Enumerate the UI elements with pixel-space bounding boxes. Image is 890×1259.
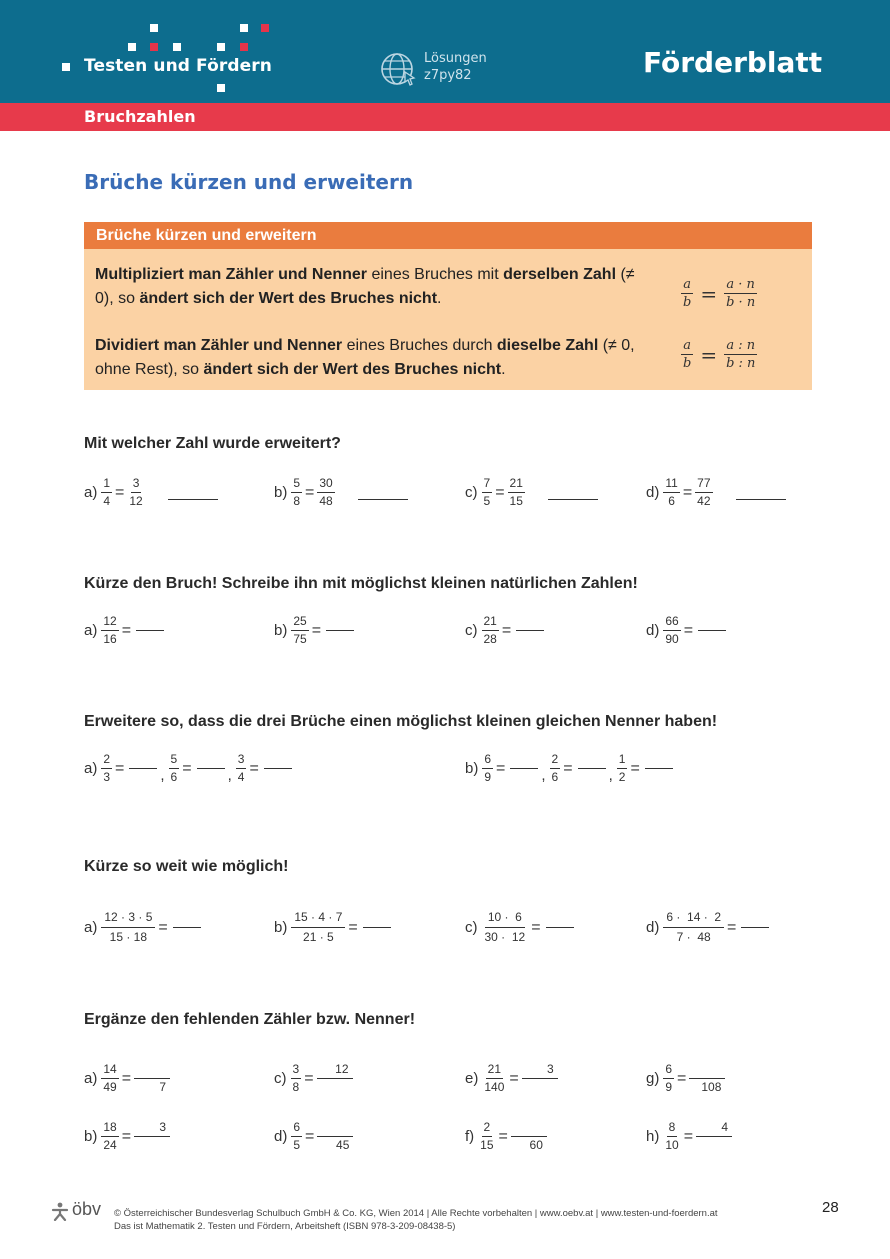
answer-denominator[interactable]: [134, 1137, 170, 1153]
answer-blank[interactable]: [741, 927, 769, 928]
fraction: [291, 910, 345, 945]
denominator: 7 · 48: [676, 930, 711, 944]
fraction: [169, 752, 180, 785]
answer-blank[interactable]: [516, 630, 544, 631]
equals-sign: =: [305, 1127, 315, 1145]
answer-blank[interactable]: [264, 768, 292, 769]
publisher-logo-text: öbv: [72, 1199, 102, 1219]
formula-divide: $\frac{a}{b}$ = $\frac{a : n}{b : n}$: [683, 338, 756, 371]
given-denominator: 45: [336, 1138, 350, 1152]
exercise-item: [84, 752, 292, 785]
answer-fraction[interactable]: [134, 1120, 170, 1153]
denominator: 90: [665, 632, 679, 646]
answer-fraction[interactable]: [317, 1120, 353, 1153]
item-label: b): [84, 1128, 98, 1145]
answer-fraction[interactable]: [317, 1062, 353, 1095]
equals-sign: =: [683, 621, 694, 639]
footer-isbn: Das ist Mathematik 2. Testen und Fördern, Arbeitsheft (ISBN 978-3-209-08438-5): [114, 1221, 456, 1232]
logo-square: [261, 24, 269, 32]
numerator: 30: [317, 476, 334, 493]
item-label: a): [84, 484, 98, 501]
exercise-item: [465, 1120, 548, 1153]
equals-sign: =: [630, 759, 640, 777]
numerator: 12: [101, 614, 118, 631]
answer-denominator[interactable]: [134, 1079, 170, 1095]
denominator: 2: [618, 770, 626, 784]
denominator: 49: [103, 1080, 117, 1094]
logo-square: [240, 24, 248, 32]
logo-square: [128, 43, 136, 51]
fraction: [291, 476, 302, 509]
exercise-item: [274, 614, 354, 647]
answer-numerator[interactable]: [522, 1062, 558, 1079]
numerator: 3: [236, 752, 247, 769]
numerator: 15 · 4 · 7: [291, 910, 345, 928]
page-number: 28: [822, 1199, 839, 1216]
denominator: 30 · 12: [484, 930, 526, 944]
answer-blank[interactable]: [736, 499, 786, 500]
fraction: [101, 476, 112, 509]
item-label: c): [465, 484, 478, 501]
answer-numerator[interactable]: [317, 1062, 353, 1079]
given-numerator: 12: [335, 1062, 349, 1076]
fraction: [482, 910, 529, 945]
logo-square: [62, 63, 70, 71]
denominator: 48: [319, 494, 333, 508]
answer-blank[interactable]: [197, 768, 225, 769]
rule-divide: Dividiert man Zähler und Nenner eines Bruches durch dieselbe Zahl (≠ 0, ohne Rest), so ändert sich der Wert des Bruches nicht.: [95, 337, 635, 378]
numerator: 8: [667, 1120, 678, 1137]
fraction: [482, 1062, 506, 1095]
numerator: 2: [101, 752, 112, 769]
numerator: 3: [291, 1062, 302, 1079]
fraction: [663, 910, 724, 945]
denominator: 15: [509, 494, 523, 508]
equals-sign: =: [115, 483, 125, 501]
exercise-item: [84, 910, 201, 945]
item-label: c): [465, 919, 478, 936]
fraction: [101, 1120, 118, 1153]
answer-numerator[interactable]: [134, 1062, 170, 1079]
numerator: 18: [101, 1120, 118, 1137]
answer-blank[interactable]: [129, 768, 157, 769]
logo-square: [217, 43, 225, 51]
numerator: 12 · 3 · 5: [101, 910, 155, 928]
fraction: [101, 752, 112, 785]
comma-separator: ,: [160, 767, 165, 784]
item-label: d): [646, 622, 660, 639]
item-label: a): [84, 1070, 98, 1087]
document-type: Förderblatt: [643, 46, 823, 79]
denominator: 15 · 18: [109, 930, 148, 944]
equals-sign: =: [121, 1127, 132, 1145]
denominator: 42: [697, 494, 711, 508]
equals-sign: =: [182, 759, 192, 777]
denominator: 3: [103, 770, 111, 784]
denominator: 15: [480, 1138, 494, 1152]
denominator: 5: [483, 494, 491, 508]
fraction: [101, 910, 155, 945]
fraction: [291, 614, 308, 647]
denominator: 6: [551, 770, 559, 784]
item-label: d): [646, 484, 660, 501]
page-title: Brüche kürzen und erweitern: [84, 170, 414, 194]
answer-blank[interactable]: [578, 768, 606, 769]
given-numerator: 3: [547, 1062, 554, 1076]
numerator: 14: [101, 1062, 118, 1079]
comma-separator: ,: [227, 767, 232, 784]
given-denominator: 60: [529, 1138, 543, 1152]
given-denominator: 108: [701, 1080, 722, 1094]
fraction: [482, 752, 493, 785]
globe-icon[interactable]: [380, 51, 416, 87]
denominator: 6: [668, 494, 675, 508]
answer-numerator[interactable]: [696, 1120, 732, 1137]
numerator: 6: [482, 752, 493, 769]
equals-sign: =: [727, 918, 737, 936]
answer-blank[interactable]: [645, 768, 673, 769]
numerator: 1: [101, 476, 112, 493]
solutions-code[interactable]: z7py82: [424, 68, 472, 83]
answer-blank[interactable]: [548, 499, 598, 500]
solutions-label[interactable]: Lösungen: [424, 51, 487, 66]
denominator: 9: [484, 770, 492, 784]
question-heading: Mit welcher Zahl wurde erweitert?: [84, 435, 341, 452]
equals-sign: =: [249, 759, 259, 777]
fraction: [482, 476, 493, 509]
numerator: 6: [663, 1062, 674, 1079]
denominator: 4: [103, 494, 111, 508]
answer-numerator[interactable]: [689, 1062, 725, 1079]
question-heading: Ergänze den fehlenden Zähler bzw. Nenner!: [84, 1011, 416, 1028]
numerator: 21: [508, 476, 525, 493]
fraction: [101, 1062, 118, 1095]
item-label: d): [274, 1128, 288, 1145]
numerator: 2: [482, 1120, 493, 1137]
numerator: 6 · 14 · 2: [663, 910, 724, 928]
given-numerator: 4: [721, 1120, 729, 1134]
fraction: [663, 1120, 680, 1153]
numerator: 10 · 6: [485, 910, 525, 928]
numerator: 7: [482, 476, 493, 493]
answer-blank[interactable]: [136, 630, 164, 631]
equals-sign: =: [121, 1069, 132, 1087]
denominator: 6: [170, 770, 178, 784]
item-label: b): [465, 760, 479, 777]
fraction: [663, 476, 679, 509]
logo-square: [173, 43, 181, 51]
item-label: c): [274, 1070, 287, 1087]
fraction: [236, 752, 247, 785]
item-label: e): [465, 1070, 479, 1087]
answer-blank[interactable]: [168, 499, 218, 500]
equals-sign: =: [531, 918, 541, 936]
equals-sign: =: [509, 1069, 519, 1087]
denominator: 5: [293, 1138, 301, 1152]
equals-sign: =: [498, 1127, 508, 1145]
numerator: 25: [291, 614, 308, 631]
fraction: [478, 1120, 495, 1153]
topic-label: Bruchzahlen: [84, 107, 196, 126]
exercise-item: [646, 476, 786, 509]
answer-numerator[interactable]: [317, 1120, 353, 1137]
answer-blank[interactable]: [510, 768, 538, 769]
question-heading: Kürze so weit wie möglich!: [84, 858, 289, 875]
exercise-item: [84, 614, 164, 647]
logo-square: [240, 43, 248, 51]
answer-blank[interactable]: [358, 499, 408, 500]
exercise-item: [274, 1120, 354, 1153]
fraction: [663, 1062, 674, 1095]
fraction: [127, 476, 144, 509]
exercise-item: [465, 752, 673, 785]
exercise-item: [84, 1062, 171, 1095]
exercise-item: [465, 910, 574, 945]
answer-fraction[interactable]: [134, 1062, 170, 1095]
brand-name: Testen und Fördern: [84, 56, 272, 76]
logo-square: [150, 43, 158, 51]
answer-denominator[interactable]: [317, 1137, 353, 1153]
fraction: [291, 1120, 302, 1153]
item-label: d): [646, 919, 660, 936]
answer-blank[interactable]: [363, 927, 391, 928]
item-label: b): [274, 919, 288, 936]
answer-blank[interactable]: [698, 630, 726, 631]
exercise-item: [646, 910, 769, 945]
numerator: 2: [550, 752, 561, 769]
answer-blank[interactable]: [326, 630, 354, 631]
numerator: 6: [291, 1120, 302, 1137]
exercise-item: [465, 476, 598, 509]
item-label: a): [84, 760, 98, 777]
numerator: 5: [291, 476, 302, 493]
numerator: 21: [486, 1062, 503, 1079]
equals-sign: =: [121, 621, 132, 639]
rule-multiply: Multipliziert man Zähler und Nenner eines Bruches mit derselben Zahl (≠ 0), so ändert sich der Wert des Bruches nicht.: [95, 266, 635, 307]
comma-separator: ,: [541, 767, 546, 784]
fraction: [695, 476, 712, 509]
numerator: 1: [617, 752, 628, 769]
comma-separator: ,: [608, 767, 613, 784]
numerator: 5: [169, 752, 180, 769]
question-heading: Erweitere so, dass die drei Brüche einen möglichst kleinen gleichen Nenner haben!: [84, 713, 718, 730]
fraction: [482, 614, 499, 647]
publisher-logo-icon: [50, 1201, 70, 1221]
fraction: [617, 752, 628, 785]
equals-sign: =: [563, 759, 573, 777]
denominator: 28: [483, 632, 497, 646]
logo-square: [150, 24, 158, 32]
answer-denominator[interactable]: [317, 1079, 353, 1095]
exercise-item: [465, 614, 544, 647]
answer-fraction[interactable]: [696, 1120, 732, 1153]
equals-sign: =: [495, 483, 505, 501]
fraction: [291, 1062, 302, 1095]
numerator: 66: [663, 614, 680, 631]
equals-sign: =: [501, 621, 512, 639]
denominator: 75: [293, 632, 307, 646]
item-label: b): [274, 622, 288, 639]
fraction: [663, 614, 680, 647]
answer-fraction[interactable]: [522, 1062, 558, 1095]
denominator: 8: [293, 494, 301, 508]
denominator: 4: [237, 770, 245, 784]
answer-denominator[interactable]: [689, 1079, 725, 1095]
denominator: 24: [103, 1138, 117, 1152]
info-box-heading: Brüche kürzen und erweitern: [96, 227, 317, 244]
denominator: 16: [103, 632, 117, 646]
answer-fraction[interactable]: [689, 1062, 725, 1095]
exercise-item: [465, 1062, 559, 1095]
numerator: 3: [131, 476, 142, 493]
item-label: g): [646, 1070, 660, 1087]
equals-sign: =: [496, 759, 506, 777]
item-label: h): [646, 1128, 660, 1145]
equals-sign: =: [683, 1127, 694, 1145]
equals-sign: =: [348, 918, 358, 936]
denominator: 12: [129, 494, 143, 508]
answer-blank[interactable]: [173, 927, 201, 928]
answer-numerator[interactable]: [134, 1120, 170, 1137]
item-label: f): [465, 1128, 475, 1145]
denominator: 8: [292, 1080, 300, 1094]
answer-denominator[interactable]: [696, 1137, 732, 1153]
denominator: 10: [665, 1138, 679, 1152]
given-denominator: 7: [159, 1080, 167, 1094]
footer-copyright: © Österreichischer Bundesverlag Schulbuch GmbH & Co. KG, Wien 2014 | Alle Rechte vorbehalten | www.oebv.at | www.testen-und-foerdern.at: [114, 1208, 718, 1219]
fraction: [550, 752, 561, 785]
item-label: c): [465, 622, 478, 639]
given-numerator: 3: [159, 1120, 167, 1134]
item-label: a): [84, 622, 98, 639]
numerator: 21: [482, 614, 499, 631]
equals-sign: =: [304, 1069, 314, 1087]
answer-denominator[interactable]: [511, 1137, 547, 1153]
exercise-item: [84, 1120, 171, 1153]
formula-multiply: $\frac{a}{b}$ = $\frac{a \cdot n}{b \cdot n}$: [683, 277, 756, 310]
question-heading: Kürze den Bruch! Schreibe ihn mit möglichst kleinen natürlichen Zahlen!: [84, 575, 638, 592]
equals-sign: =: [677, 1069, 687, 1087]
exercise-item: [646, 614, 726, 647]
exercise-item: [274, 476, 408, 509]
equals-sign: =: [305, 483, 315, 501]
answer-numerator[interactable]: [511, 1120, 547, 1137]
equals-sign: =: [158, 918, 168, 936]
numerator: 77: [695, 476, 712, 493]
exercise-item: [274, 1062, 354, 1095]
fraction: [508, 476, 525, 509]
exercise-item: [646, 1120, 733, 1153]
exercise-item: [646, 1062, 726, 1095]
equals-sign: =: [682, 483, 693, 501]
exercise-item: [274, 910, 391, 945]
equals-sign: =: [115, 759, 125, 777]
equals-sign: =: [311, 621, 322, 639]
fraction: [317, 476, 334, 509]
answer-blank[interactable]: [546, 927, 574, 928]
logo-square: [217, 84, 225, 92]
denominator: 140: [484, 1080, 505, 1094]
numerator: 11: [663, 476, 679, 493]
denominator: 9: [665, 1080, 673, 1094]
answer-denominator[interactable]: [522, 1079, 558, 1095]
item-label: a): [84, 919, 98, 936]
answer-fraction[interactable]: [511, 1120, 547, 1153]
fraction: [101, 614, 118, 647]
exercise-item: [84, 476, 218, 509]
denominator: 21 · 5: [303, 930, 334, 944]
item-label: b): [274, 484, 288, 501]
